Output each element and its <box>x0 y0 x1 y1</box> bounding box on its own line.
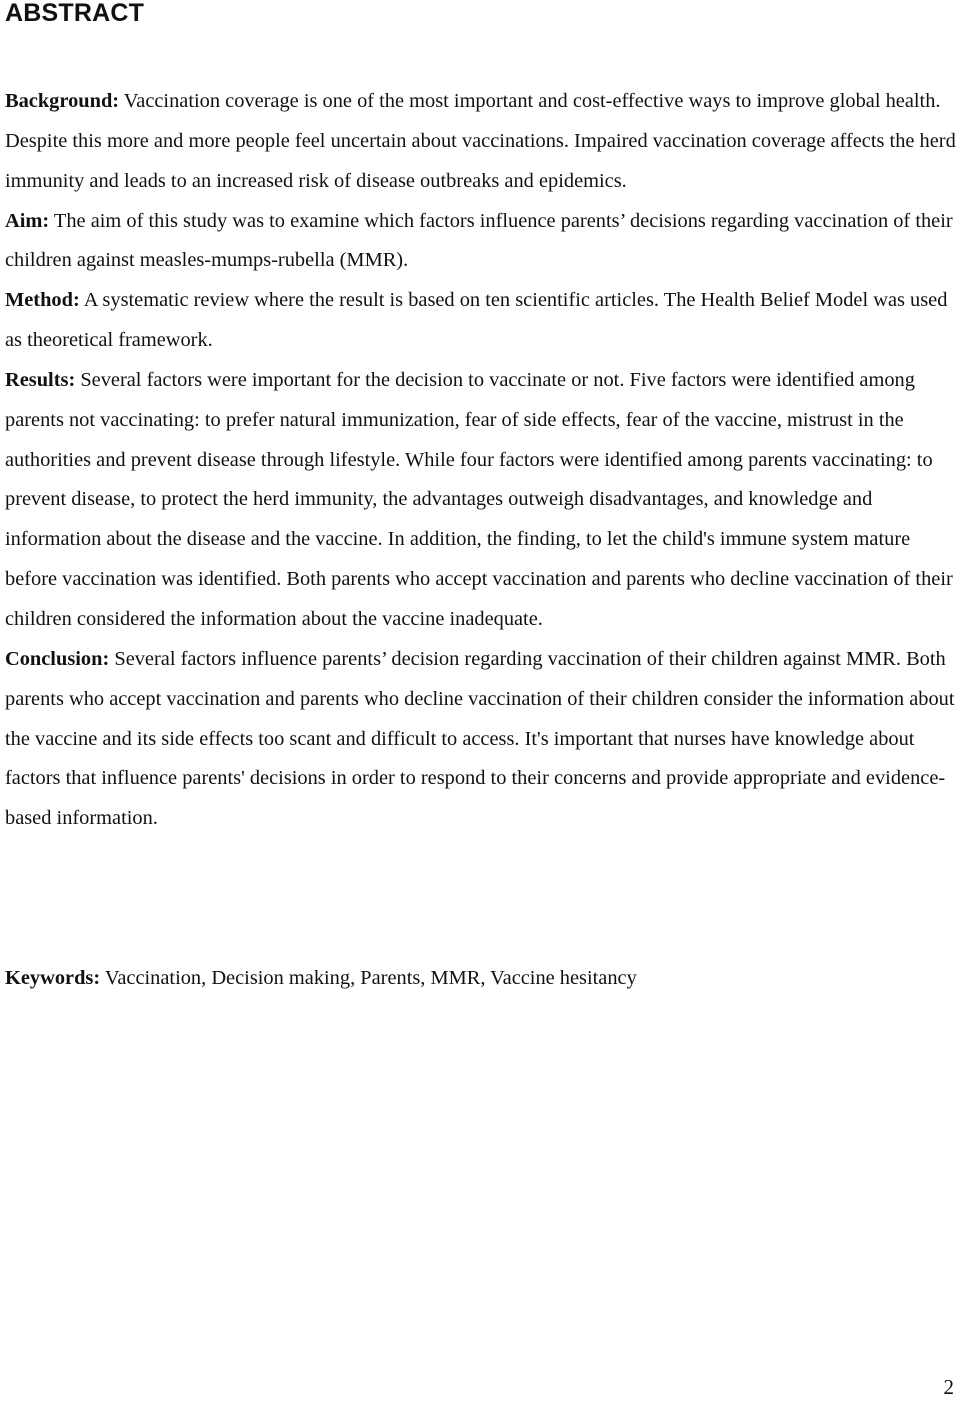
aim-text: The aim of this study was to examine which factors influence parents’ decisions regarding vaccination of their children against measles-mumps-rubella (MMR). <box>5 209 953 272</box>
results-label: Results: <box>5 368 76 391</box>
background-text: Vaccination coverage is one of the most important and cost-effective ways to improve global health. Despite this more and more people feel uncertain about vaccinations. Impaired vaccination coverage affects the herd immunity and leads to an increased risk of disease outbreaks and epidemics. <box>5 90 956 192</box>
keywords-paragraph <box>5 959 957 999</box>
method-text: A systematic review where the result is based on ten scientific articles. The Health Belief Model was used as theoretical framework. <box>5 289 948 352</box>
background-label: Background: <box>5 90 120 112</box>
abstract-body <box>5 82 957 839</box>
method-paragraph <box>5 281 957 361</box>
method-label: Method: <box>5 289 80 312</box>
keywords-label: Keywords: <box>5 967 101 989</box>
results-paragraph <box>5 361 957 640</box>
keywords-text: Vaccination, Decision making, Parents, MMR, Vaccine hesitancy <box>100 967 637 989</box>
conclusion-text: Several factors influence parents’ decision regarding vaccination of their children against MMR. Both parents who accept vaccination and parents who decline vaccination of their children consider the information about the vaccine and its side effects too scant and difficult to access. It's important that nurses have knowledge about factors that influence parents' decisions in order to respond to their concerns and provide appropriate and evidence-based information. <box>5 647 955 830</box>
conclusion-label: Conclusion: <box>5 647 110 670</box>
conclusion-paragraph <box>5 640 957 839</box>
aim-paragraph <box>5 202 957 282</box>
abstract-heading: ABSTRACT <box>5 0 145 27</box>
results-text: Several factors were important for the decision to vaccinate or not. Five factors were identified among parents not vaccinating: to prefer natural immunization, fear of side effects, fear of the vaccine, mistrust in the authorities and prevent disease through lifestyle. While four factors were identified among parents vaccinating: to prevent disease, to protect the herd immunity, the advantages outweigh disadvantages, and knowledge and information about the disease and the vaccine. In addition, the finding, to let the child's immune system mature before vaccination was identified. Both parents who accept vaccination and parents who decline vaccination of their children considered the information about the vaccine inadequate. <box>5 368 953 630</box>
aim-label: Aim: <box>5 209 50 232</box>
page-number: 2 <box>943 1375 954 1399</box>
document-page <box>5 0 957 989</box>
background-paragraph <box>5 82 957 202</box>
